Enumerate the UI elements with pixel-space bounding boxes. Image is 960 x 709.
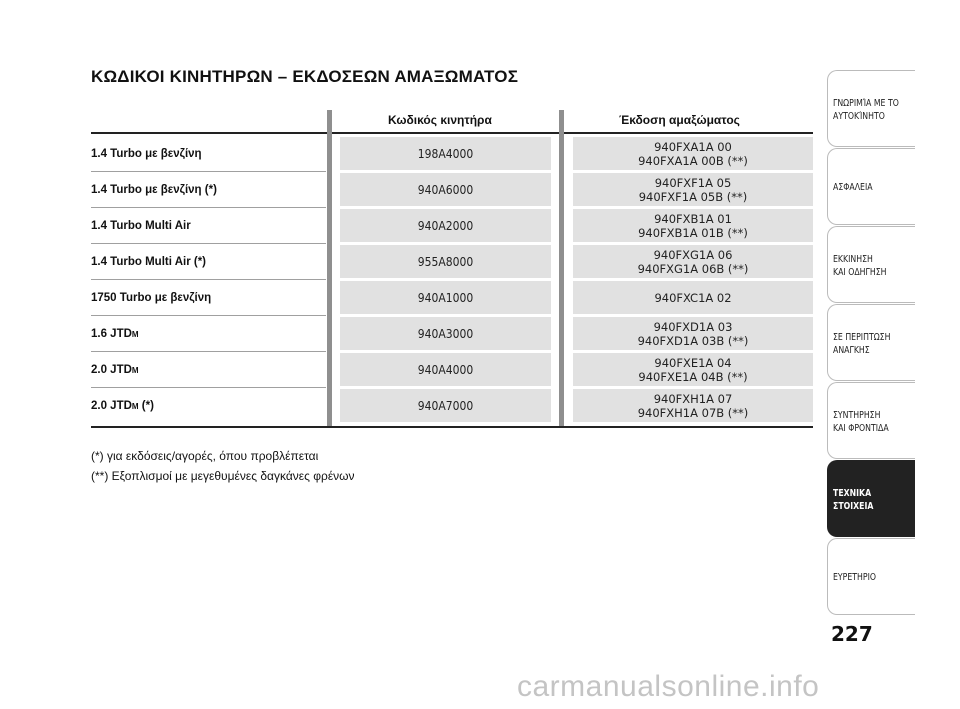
section-tab-5[interactable] bbox=[827, 382, 915, 459]
body-version-column-header: Έκδοση αμαξώματος bbox=[619, 113, 740, 127]
table-row bbox=[91, 352, 813, 388]
section-tab-1[interactable] bbox=[827, 70, 915, 147]
table-row bbox=[91, 208, 813, 244]
engine-label: 1.4 Turbo Multi Air (*) bbox=[91, 256, 206, 268]
body-version-code: 940FXA1A 00B (**) bbox=[638, 153, 748, 168]
body-version-code: 940FXF1A 05 bbox=[654, 175, 732, 190]
footnote-brake-calipers: (**) Εξοπλισμοί με μεγεθυμένες δαγκάνες φρένων bbox=[91, 469, 355, 483]
section-tab-4[interactable] bbox=[827, 304, 915, 381]
engine-code-cell: 940A6000 bbox=[340, 173, 551, 206]
body-version-code: 940FXE1A 04B (**) bbox=[638, 369, 748, 384]
table-row bbox=[91, 244, 813, 280]
page-number: 227 bbox=[831, 622, 873, 646]
section-tab-label: ΑΥΤΟΚΊΝΗΤΟ bbox=[833, 110, 885, 122]
section-tab-6[interactable] bbox=[827, 460, 915, 537]
table-row bbox=[91, 316, 813, 352]
engine-label: 1.4 Turbo με βενζίνη (*) bbox=[91, 184, 217, 196]
body-version-cell bbox=[573, 173, 813, 206]
watermark: carmanualsonline.info bbox=[517, 670, 820, 703]
engine-code-column-header: Κωδικός κινητήρα bbox=[388, 113, 492, 127]
engine-code-cell: 940A1000 bbox=[340, 281, 551, 314]
section-tab-label: ΤΕΧΝΙΚΑ bbox=[833, 487, 872, 499]
body-version-code: 940FXH1A 07 bbox=[653, 391, 733, 406]
engine-code-cell: 940A2000 bbox=[340, 209, 551, 242]
footnotes bbox=[91, 446, 355, 486]
footnote-availability: (*) για εκδόσεις/αγορές, όπου προβλέπεται bbox=[91, 449, 319, 463]
body-version-code: 940FXB1A 01 bbox=[654, 211, 732, 226]
engine-label: 1.6 JTDM bbox=[91, 328, 139, 340]
body-version-code: 940FXF1A 05B (**) bbox=[638, 189, 748, 204]
engine-codes-table bbox=[91, 110, 813, 428]
section-tab-label: ΣΥΝΤΗΡΗΣΗ bbox=[833, 409, 881, 421]
engine-code-cell: 940A4000 bbox=[340, 353, 551, 386]
body-version-code: 940FXB1A 01B (**) bbox=[638, 225, 748, 240]
body-version-code: 940FXG1A 06 bbox=[653, 247, 733, 262]
engine-label: 2.0 JTDM (*) bbox=[91, 400, 154, 412]
body-version-cell bbox=[573, 317, 813, 350]
engine-label: 1.4 Turbo με βενζίνη bbox=[91, 148, 202, 160]
body-version-code: 940FXH1A 07B (**) bbox=[637, 405, 749, 420]
section-tab-2[interactable] bbox=[827, 148, 915, 225]
body-version-cell bbox=[573, 137, 813, 170]
engine-code-cell: 198A4000 bbox=[340, 137, 551, 170]
body-version-code: 940FXE1A 04 bbox=[654, 355, 732, 370]
body-version-code: 940FXD1A 03B (**) bbox=[637, 333, 749, 348]
table-row bbox=[91, 280, 813, 316]
section-tab-label: ΕΚΚΙΝΗΣΗ bbox=[833, 253, 873, 265]
engine-label: 1750 Turbo με βενζίνη bbox=[91, 292, 212, 304]
section-tab-label: ΚΑΙ ΟΔΗΓΗΣΗ bbox=[833, 266, 887, 278]
table-row bbox=[91, 172, 813, 208]
engine-label: 2.0 JTDM bbox=[91, 364, 139, 376]
engine-code-cell: 955A8000 bbox=[340, 245, 551, 278]
body-version-code: 940FXD1A 03 bbox=[653, 319, 733, 334]
bottom-rule bbox=[91, 426, 813, 428]
section-tab-label: ΓΝΩΡΙΜΊΑ ΜΕ ΤΟ bbox=[833, 97, 899, 109]
engine-code-cell: 940A3000 bbox=[340, 317, 551, 350]
page-title: ΚΩΔΙΚΟΙ ΚΙΝΗΤΗΡΩΝ – ΕΚΔΟΣΕΩΝ ΑΜΑΞΩΜΑΤΟΣ bbox=[91, 67, 519, 86]
body-version-cell bbox=[573, 353, 813, 386]
section-tab-label: ΣΕ ΠΕΡΙΠΤΩΣΗ bbox=[833, 331, 891, 343]
table-row bbox=[91, 136, 813, 172]
body-version-cell bbox=[573, 209, 813, 242]
section-tab-3[interactable] bbox=[827, 226, 915, 303]
body-version-cell bbox=[573, 245, 813, 278]
table-row bbox=[91, 388, 813, 424]
body-version-cell bbox=[573, 281, 813, 314]
header-rule bbox=[91, 132, 813, 134]
engine-label: 1.4 Turbo Multi Air bbox=[91, 220, 191, 232]
body-version-code: 940FXC1A 02 bbox=[654, 290, 732, 305]
section-tab-label: ΕΥΡΕΤΗΡΙΟ bbox=[833, 572, 877, 583]
body-version-cell bbox=[573, 389, 813, 422]
section-tab-7[interactable] bbox=[827, 538, 915, 615]
body-version-code: 940FXA1A 00 bbox=[654, 139, 732, 154]
section-tab-label: ΣΤΟΙΧΕΙΑ bbox=[833, 500, 874, 512]
engine-code-cell: 940A7000 bbox=[340, 389, 551, 422]
section-tab-label: ΑΣΦΑΛΕΙΑ bbox=[833, 182, 873, 193]
body-version-code: 940FXG1A 06B (**) bbox=[637, 261, 749, 276]
section-tab-label: ΚΑΙ ΦΡΟΝΤΙΔΑ bbox=[833, 422, 889, 434]
section-tab-label: ΑΝΑΓΚΗΣ bbox=[833, 344, 870, 356]
